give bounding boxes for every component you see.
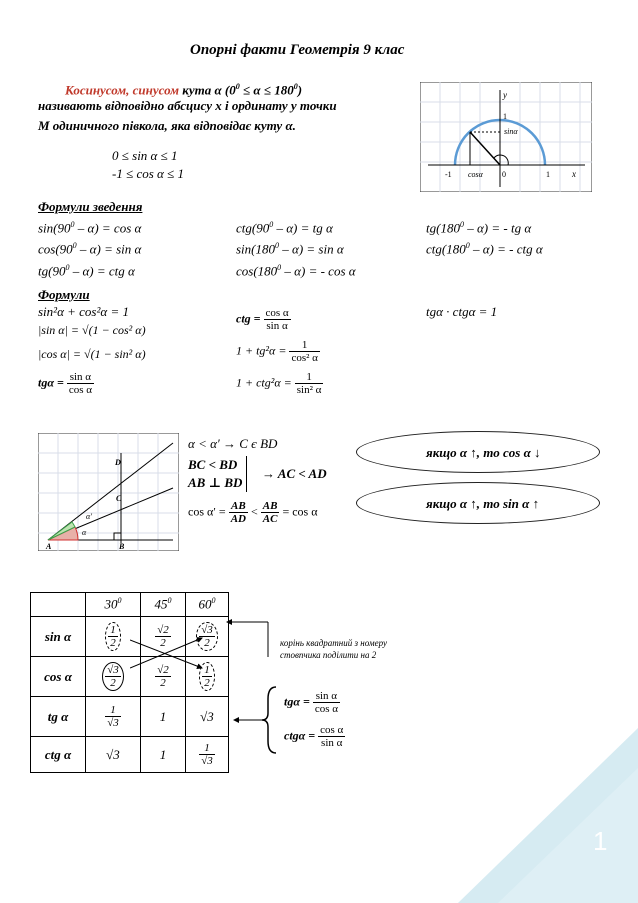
product-identity: tgα · ctgα = 1 — [426, 304, 498, 319]
cos-45: $\frac{√2}{2}$ — [141, 657, 186, 697]
header-30: $30^0$ — [86, 593, 141, 617]
abs-cos-formula: |cos α| = √(1 − sin² α) — [38, 347, 146, 361]
cos-label: cosα — [468, 170, 483, 179]
cos-30: $\frac{√3}{2}$ — [86, 657, 141, 697]
intro-text: ≤ α ≤ 180 — [239, 82, 294, 98]
tg-45: 1 — [141, 697, 186, 737]
unit-semicircle-diagram — [420, 82, 592, 192]
ctg-45: 1 — [141, 737, 186, 773]
zero-label: 0 — [502, 170, 506, 179]
intro-highlight: Косинусом, синусом — [65, 82, 180, 98]
tg-formula: tgα = $\frac{\text{sin α}}{\text{cos α}}$ — [38, 371, 92, 396]
cos-comparison: cos α′ = $\frac{AB}{AD}$ < $\frac{AB}{AC}$ = cos α — [188, 500, 318, 525]
label-alpha-prime: α′ — [86, 512, 92, 521]
row-label-tg: tg α — [31, 697, 86, 737]
minus-one-label: -1 — [445, 170, 452, 179]
degree-sup: 0 — [293, 82, 298, 91]
cos-60: $\frac{1}{2}$ — [186, 657, 229, 697]
sin-45: $\frac{√2}{2}$ — [141, 617, 186, 657]
ctg-squared-formula: 1 + ctg²α = $\frac{1}{\text{sin² α}}$ — [236, 371, 322, 396]
ctg-30: √3 — [86, 737, 141, 773]
reduction-col-1: $\sin(90^0 - \alpha) = \cos \alpha$ $\cos(90^0 - \alpha) = \sin \alpha$ $tg(90^0 - \alpha)$ = ctg α — [38, 220, 142, 278]
sqrt-note: корінь квадратний з номеру стовпчика поділити на 2 — [280, 638, 387, 660]
cos-range: -1 ≤ cos α ≤ 1 — [112, 166, 185, 181]
abs-sin-formula: |sin α| = √(1 − cos² α) — [38, 323, 146, 337]
label-c: C — [116, 494, 122, 503]
tg-60: √3 — [186, 697, 229, 737]
header-60: $60^0$ — [186, 593, 229, 617]
label-b: B — [119, 542, 125, 551]
basic-identity: sin²α + cos²α = 1 — [38, 304, 129, 319]
note-pointer — [222, 615, 282, 665]
intro-line-2: називають відповідно абсцису x і ординату y точки — [38, 98, 337, 113]
tg-30: $\frac{1}{√3}$ — [86, 697, 141, 737]
one-top-label: 1 — [503, 112, 507, 121]
page-number: 1 — [593, 826, 608, 856]
cos-decreases-text: якщо α ↑, то cos α ↓ — [426, 445, 541, 460]
label-a: A — [46, 542, 52, 551]
row-label-sin: sin α — [31, 617, 86, 657]
triangle-diagram — [38, 433, 179, 551]
brace-ctg-formula: ctgα = $\frac{\text{cos α}}{\text{sin α}}$ — [284, 724, 344, 749]
reduction-heading: Формули зведення — [38, 199, 143, 214]
intro-line-1 — [65, 79, 302, 97]
reduction-col-2: $ctg(90^0 - \alpha)$ = tg α $\sin(180^0 - \alpha) = \sin \alpha$ $\cos(180^0 - \alpha)$ = - cos α — [236, 220, 356, 278]
one-right-label: 1 — [546, 170, 550, 179]
table-row — [31, 697, 229, 737]
brace-tg-formula: tgα = $\frac{\text{sin α}}{\text{cos α}}$ — [284, 690, 338, 715]
table-row — [31, 737, 229, 773]
label-alpha: α — [82, 528, 87, 537]
row-label-ctg: ctg α — [31, 737, 86, 773]
reduction-col-3: $tg(180^0 - \alpha)$ = - tg α $ctg(180^0 - \alpha)$ = - ctg α — [426, 220, 543, 257]
comparison-line-1: α < α′ → C є BD — [188, 436, 278, 451]
intro-text: кута α (0 — [179, 82, 236, 98]
row-label-cos: cos α — [31, 657, 86, 697]
comparison-result: → AC < AD — [262, 466, 327, 481]
table-corner — [31, 593, 86, 617]
label-d: D — [115, 458, 121, 467]
cross-arrows — [130, 620, 230, 675]
sin-30: $\frac{1}{2}$ — [86, 617, 141, 657]
page-title: Опорні факти Геометрія 9 клас — [190, 42, 405, 58]
tg-squared-formula: 1 + tg²α = $\frac{1}{\text{cos² α}}$ — [236, 339, 318, 364]
intro-line-3: М одиничного півкола, яка відповідає куту α. — [38, 118, 296, 133]
ctg-formula: ctg = $\frac{\text{cos α}}{\text{sin α}}$ — [236, 307, 289, 332]
ctg-60: $\frac{1}{√3}$ — [186, 737, 229, 773]
intro-text: ) — [297, 82, 303, 98]
sin-range: 0 ≤ sin α ≤ 1 — [112, 148, 178, 163]
x-axis-label: x — [572, 169, 576, 179]
y-axis-label: y — [503, 90, 507, 100]
brace-pointer — [230, 685, 280, 755]
sin-60: $\frac{√3}{2}$ — [186, 617, 229, 657]
formulas-heading: Формули — [38, 287, 90, 302]
sin-increases-text: якщо α ↑, то sin α ↑ — [426, 496, 540, 511]
sin-label: sinα — [504, 127, 518, 136]
header-45: $45^0$ — [141, 593, 186, 617]
corner-decoration — [458, 728, 638, 903]
comparison-conditions: BC < BD AB ⊥ BD — [188, 456, 247, 492]
degree-sup: 0 — [235, 82, 240, 91]
